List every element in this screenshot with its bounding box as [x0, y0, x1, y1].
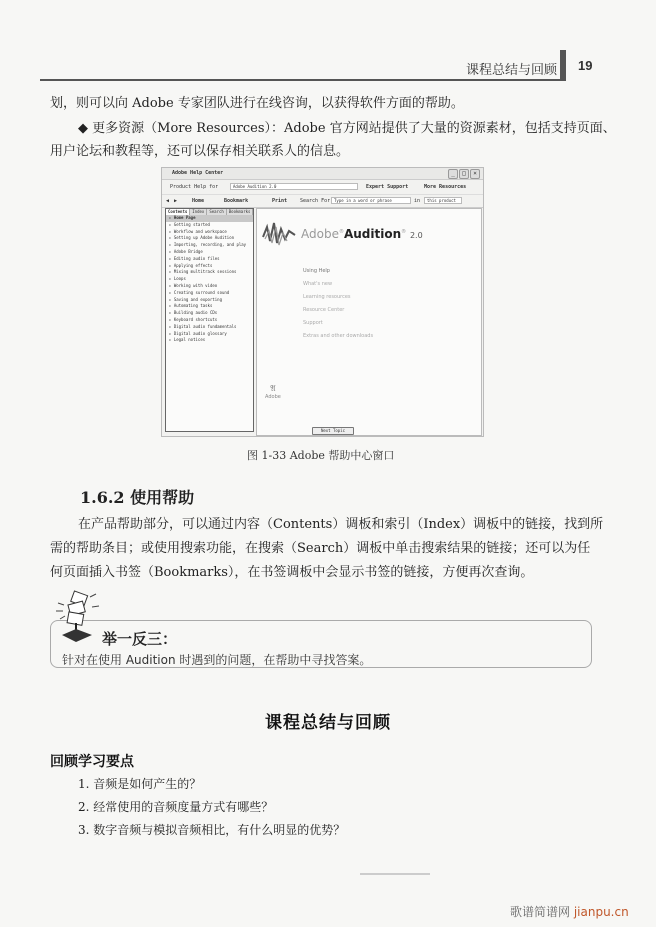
close-icon[interactable]: × [470, 169, 480, 179]
tab-bookmarks[interactable]: Bookmarks [227, 209, 254, 215]
toc-item[interactable]: ▸ Saving and exporting [169, 296, 222, 302]
link-support[interactable]: Support [303, 320, 323, 326]
contents-panel [165, 208, 254, 432]
link-extras-downloads[interactable]: Extras and other downloads [303, 333, 374, 339]
help-center-window-figure [161, 167, 484, 437]
tip-text: 针对在使用 Audition 时遇到的问题，在帮助中寻找答案。 [62, 653, 372, 667]
adobe-logo-icon: 𝔄 Adobe [265, 384, 281, 400]
toc-item[interactable]: ▸ Editing audio files [169, 255, 220, 261]
link-whats-new[interactable]: What's new [303, 281, 333, 287]
in-label: in [414, 198, 421, 204]
review-item: 1. 音频是如何产生的？ [78, 777, 202, 791]
tab-contents[interactable]: Contents [166, 209, 190, 215]
toc-item[interactable]: ▸ Creating surround sound [169, 289, 230, 295]
link-using-help[interactable]: Using Help [303, 268, 330, 274]
search-for-label: Search For [300, 198, 331, 204]
product-help-label: Product Help for [170, 184, 219, 190]
toc-item[interactable]: ▸ Digital audio glossary [169, 330, 227, 336]
nav-toolbar [162, 195, 483, 208]
toc-item[interactable]: ▸ Mixing multitrack sessions [169, 269, 237, 275]
header-rule [40, 79, 562, 81]
section-para-line-3: 何页面插入书签（Bookmarks），在书签调板中会显示书签的链接，方便再次查询。 [50, 565, 534, 580]
toc-item[interactable]: ▸ Working with video [169, 282, 218, 288]
print-button[interactable]: Print [272, 198, 288, 204]
review-heading: 回顾学习要点 [50, 754, 134, 770]
section-para-line-1: 在产品帮助部分，可以通过内容（Contents）调板和索引（Index）调板中的链接，找到所 [78, 517, 604, 532]
content-pane [256, 208, 482, 436]
search-scope-select[interactable]: this product [424, 197, 462, 204]
toc-list [166, 215, 253, 344]
toc-item[interactable]: ▸ Applying effects [169, 262, 213, 268]
back-arrow-icon[interactable]: ◀ [166, 198, 170, 204]
product-row [162, 180, 483, 195]
summary-title: 课程总结与回顾 [265, 713, 391, 733]
intro-line-1: 划，则可以向 Adobe 专家团队进行在线咨询，以获得软件方面的帮助。 [50, 96, 464, 111]
link-learning-resources[interactable]: Learning resources [303, 294, 351, 300]
bullet-more-resources-line-2: 用户论坛和教程等，还可以保存相关联系人的信息。 [50, 144, 350, 159]
bookmark-button[interactable]: Bookmark [224, 198, 249, 204]
audition-wave-logo-icon [261, 219, 297, 249]
toc-item[interactable]: ▸ Setting up Adobe Audition [169, 235, 235, 241]
product-brand: Adobe®Audition® 2.0 [301, 227, 423, 241]
product-select[interactable]: Adobe Audition 2.0 [230, 183, 358, 190]
search-input[interactable]: Type in a word or phrase [331, 197, 411, 204]
toc-item[interactable]: ▸ Workflow and workspace [169, 228, 227, 234]
window-titlebar [162, 168, 483, 180]
review-list [78, 773, 345, 842]
header-bar-divider [560, 50, 566, 81]
tab-search[interactable]: Search [207, 209, 226, 215]
link-resource-center[interactable]: Resource Center [303, 307, 345, 313]
window-title: Adobe Help Center [172, 170, 224, 176]
footer-mark [360, 873, 430, 875]
section-heading: 1.6.2 使用帮助 [80, 488, 195, 507]
home-button[interactable]: Home [192, 198, 205, 204]
home-links [303, 268, 373, 346]
maximize-icon[interactable]: □ [459, 169, 469, 179]
toc-item[interactable]: ▸ Home Page [166, 215, 253, 222]
more-resources-link[interactable]: More Resources [424, 184, 467, 190]
minimize-icon[interactable]: _ [448, 169, 458, 179]
toc-item[interactable]: ▸ Adobe Bridge [169, 248, 203, 254]
toc-item[interactable]: ▸ Automating tasks [169, 303, 213, 309]
section-para-line-2: 需的帮助条目；或使用搜索功能，在搜索（Search）调板中单击搜索结果的链接；还可以为任 [50, 541, 591, 556]
bullet-more-resources-line-1: ◆ 更多资源（More Resources）：Adobe 官方网站提供了大量的资源素材，包括支持页面、 [78, 121, 616, 136]
forward-arrow-icon[interactable]: ▶ [174, 198, 178, 204]
tip-title: 举一反三： [102, 630, 178, 648]
running-header-title: 课程总结与回顾 [466, 63, 558, 78]
toc-item[interactable]: ▸ Loops [169, 276, 186, 282]
page-number: 19 [578, 58, 593, 73]
toc-item[interactable]: ▸ Getting started [169, 221, 210, 227]
window-controls [448, 169, 480, 179]
review-item: 2. 经常使用的音频度量方式有哪些？ [78, 800, 274, 814]
review-item: 3. 数字音频与模拟音频相比，有什么明显的优势？ [78, 823, 346, 837]
toc-item[interactable]: ▸ Keyboard shortcuts [169, 316, 218, 322]
next-topic-button[interactable]: Next Topic [312, 427, 354, 435]
toc-item[interactable]: ▸ Digital audio fundamentals [169, 323, 237, 329]
toc-item[interactable]: ▸ Importing, recording, and play [169, 242, 247, 248]
figure-caption: 图 1-33 Adobe 帮助中心窗口 [247, 449, 395, 462]
expert-support-link[interactable]: Expert Support [366, 184, 409, 190]
toc-item[interactable]: ▸ Legal notices [169, 337, 206, 343]
tab-index[interactable]: Index [190, 209, 207, 215]
tip-cards-icon [52, 589, 107, 645]
toc-item[interactable]: ▸ Building audio CDs [169, 310, 218, 316]
watermark: 歌谱简谱网 jianpu.cn [510, 905, 629, 919]
